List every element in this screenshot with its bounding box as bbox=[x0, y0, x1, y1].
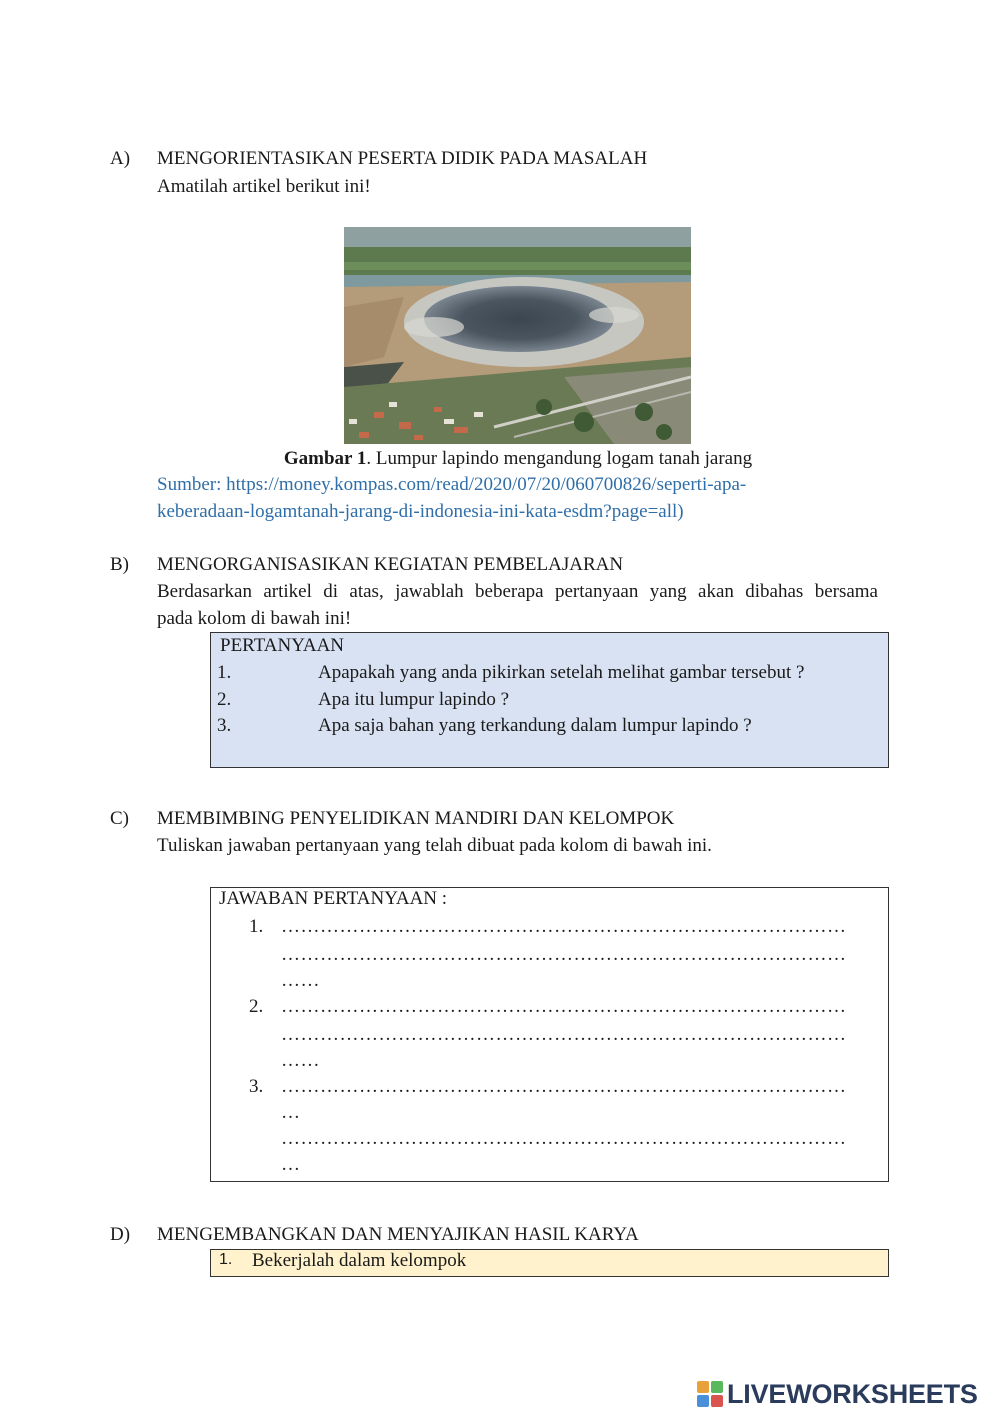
answer-line-3-2[interactable]: … bbox=[281, 1102, 301, 1123]
answer-line-1-3[interactable]: …… bbox=[281, 970, 320, 991]
answer-box bbox=[210, 887, 889, 1182]
answer-line-3-4[interactable]: … bbox=[281, 1154, 301, 1175]
answer-box-header: JAWABAN PERTANYAAN : bbox=[219, 888, 448, 909]
task-text: Bekerjalah dalam kelompok bbox=[252, 1250, 467, 1271]
task-number: 1. bbox=[219, 1251, 233, 1268]
section-c-instruction: Tuliskan jawaban pertanyaan yang telah dibuat pada kolom di bawah ini. bbox=[157, 835, 712, 856]
question-number: 1. bbox=[217, 662, 232, 683]
figure-caption-text: . Lumpur lapindo mengandung logam tanah jarang bbox=[366, 448, 753, 469]
answer-number: 1. bbox=[249, 916, 264, 937]
task-box bbox=[210, 1249, 889, 1277]
answer-line-2-1[interactable]: …………………………………………………………………………… bbox=[281, 996, 847, 1017]
question-number: 2. bbox=[217, 689, 232, 710]
liveworksheets-logo-icon bbox=[697, 1381, 723, 1407]
question-text: Apa itu lumpur lapindo ? bbox=[318, 689, 510, 710]
lapindo-mud-photo bbox=[344, 227, 691, 444]
liveworksheets-logo[interactable] bbox=[697, 1378, 978, 1410]
source-link-line-1[interactable]: Sumber: https://money.kompas.com/read/2020/07/20/060700826/seperti-apa- bbox=[157, 474, 747, 495]
section-d-title: MENGEMBANGKAN DAN MENYAJIKAN HASIL KARYA bbox=[157, 1224, 639, 1245]
question-number: 3. bbox=[217, 715, 232, 736]
answer-line-1-1[interactable]: …………………………………………………………………………… bbox=[281, 916, 847, 937]
figure-caption-label: Gambar 1 bbox=[283, 448, 367, 469]
section-c-title: MEMBIMBING PENYELIDIKAN MANDIRI DAN KELOMPOK bbox=[157, 808, 675, 829]
section-d-letter: D) bbox=[110, 1224, 131, 1245]
answer-line-1-2[interactable]: …………………………………………………………………………… bbox=[281, 944, 847, 965]
section-b-letter: B) bbox=[110, 554, 129, 575]
question-text: Apa saja bahan yang terkandung dalam lumpur lapindo ? bbox=[318, 715, 752, 736]
answer-line-3-3[interactable]: …………………………………………………………………………… bbox=[281, 1128, 847, 1149]
figure-caption bbox=[0, 448, 1000, 470]
section-b-title: MENGORGANISASIKAN KEGIATAN PEMBELAJARAN bbox=[157, 554, 624, 575]
answer-line-2-3[interactable]: …… bbox=[281, 1050, 320, 1071]
question-box bbox=[210, 632, 889, 768]
question-text: Apapakah yang anda pikirkan setelah melihat gambar tersebut ? bbox=[318, 662, 805, 683]
section-b-instruction-1: Berdasarkan artikel di atas, jawablah beberapa pertanyaan yang akan dibahas bersama bbox=[157, 581, 878, 602]
answer-line-3-1[interactable]: …………………………………………………………………………… bbox=[281, 1076, 847, 1097]
section-b-instruction-2: pada kolom di bawah ini! bbox=[157, 608, 352, 629]
answer-line-2-2[interactable]: …………………………………………………………………………… bbox=[281, 1024, 847, 1045]
liveworksheets-logo-text: LIVEWORKSHEETS bbox=[727, 1378, 978, 1409]
answer-number: 3. bbox=[249, 1076, 264, 1097]
source-link-line-2[interactable]: keberadaan-logamtanah-jarang-di-indonesia-ini-kata-esdm?page=all) bbox=[157, 501, 684, 522]
section-c-letter: C) bbox=[110, 808, 129, 829]
section-a-instruction: Amatilah artikel berikut ini! bbox=[157, 176, 371, 197]
section-a-title: MENGORIENTASIKAN PESERTA DIDIK PADA MASALAH bbox=[157, 148, 648, 169]
question-box-header: PERTANYAAN bbox=[220, 635, 345, 656]
section-a-letter: A) bbox=[110, 148, 131, 169]
answer-number: 2. bbox=[249, 996, 264, 1017]
